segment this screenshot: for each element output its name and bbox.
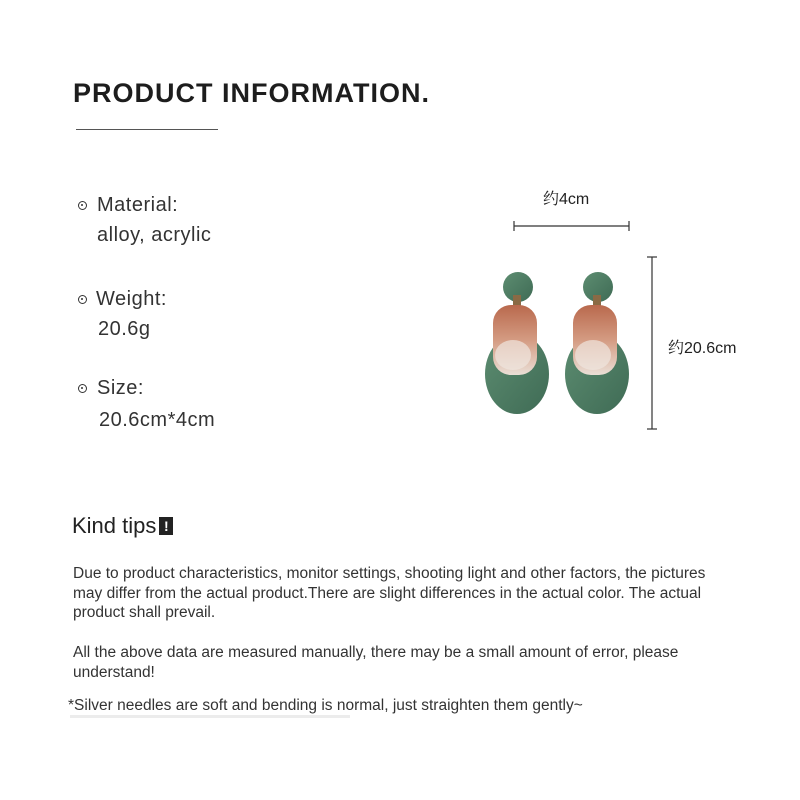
earring-right [565, 272, 629, 414]
spec-value-weight: 20.6g [98, 318, 151, 340]
product-image [470, 215, 670, 440]
bullet-icon [78, 201, 87, 210]
exclamation-icon: ! [159, 517, 173, 535]
width-dimension-line [514, 221, 629, 231]
measurement-paragraph: All the above data are measured manually, there may be a small amount of error, please understand! [73, 644, 679, 681]
spec-label-weight: Weight: [96, 288, 167, 310]
title-divider [76, 129, 218, 130]
bullet-icon [78, 384, 87, 393]
height-dimension-line [647, 257, 657, 429]
page-title: PRODUCT INFORMATION. [73, 78, 430, 108]
kind-tips-title: Kind tips [72, 513, 157, 538]
disclaimer-paragraph: Due to product characteristics, monitor settings, shooting light and other factors, the pictures may differ from the actual product.There are slight differences in the actual color. The actual product shall prevail. [73, 565, 706, 621]
kind-tips-heading [72, 513, 173, 539]
note-highlight [70, 715, 350, 718]
spec-label-size: Size: [97, 377, 144, 399]
width-dimension-label: 约4cm [543, 191, 590, 208]
spec-value-material: alloy, acrylic [97, 224, 212, 246]
spec-value-size: 20.6cm*4cm [99, 409, 216, 431]
silver-needle-note: *Silver needles are soft and bending is normal, just straighten them gently~ [68, 697, 583, 714]
spec-label-material: Material: [97, 194, 179, 216]
earring-left [485, 272, 549, 414]
height-dimension-label: 约20.6cm [668, 340, 737, 357]
bullet-icon [78, 295, 87, 304]
